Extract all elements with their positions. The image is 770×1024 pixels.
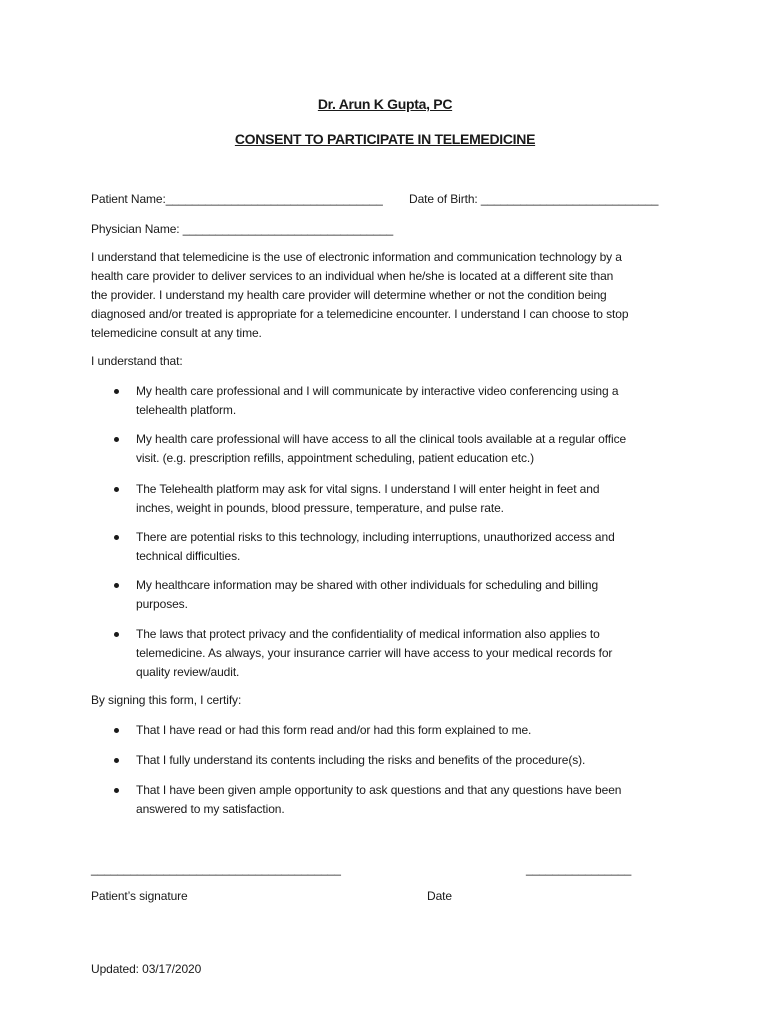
intro-line: the provider. I understand my health care provider will determine whether or not the condition being <box>91 288 607 302</box>
list-item-line: That I have been given ample opportunity to ask questions and that any questions have been <box>136 783 622 797</box>
bullet-icon <box>114 758 119 763</box>
list-item-line: inches, weight in pounds, blood pressure, temperature, and pulse rate. <box>136 501 504 515</box>
date-label: Date <box>427 889 452 903</box>
list-item-line: My healthcare information may be shared with other individuals for scheduling and billing <box>136 578 599 592</box>
bullet-icon <box>114 389 119 394</box>
bullet-icon <box>114 487 119 492</box>
intro-line: I understand that telemedicine is the use of electronic information and communication technology by a <box>91 250 622 264</box>
bullet-icon <box>114 583 119 588</box>
physician-name-field: Physician Name: ________________________________ <box>91 222 394 236</box>
certify-heading: By signing this form, I certify: <box>91 693 242 707</box>
list-item-line: telemedicine. As always, your insurance carrier will have access to your medical records for <box>136 646 613 660</box>
list-item-line: purposes. <box>136 597 188 611</box>
bullet-icon <box>114 632 119 637</box>
list-item-line: That I fully understand its contents including the risks and benefits of the procedure(s). <box>136 753 586 767</box>
bullet-icon <box>114 788 119 793</box>
intro-line: health care provider to deliver services to an individual when he/she is located at a different site than <box>91 269 614 283</box>
form-title: CONSENT TO PARTICIPATE IN TELEMEDICINE <box>234 131 536 147</box>
list-item-line: telehealth platform. <box>136 403 237 417</box>
list-item-line: There are potential risks to this technology, including interruptions, unauthorized access and <box>136 530 615 544</box>
signature-line: ______________________________________ <box>91 862 341 876</box>
date-of-birth-field: Date of Birth: ___________________________ <box>409 192 659 206</box>
list-item-line: My health care professional will have access to all the clinical tools available at a regular office <box>136 432 627 446</box>
bullet-icon <box>114 437 119 442</box>
bullet-icon <box>114 535 119 540</box>
patient-name-field: Patient Name:_________________________________ <box>91 192 383 206</box>
list-item-line: The Telehealth platform may ask for vital signs. I understand I will enter height in feet and <box>136 482 600 496</box>
understand-heading: I understand that: <box>91 354 183 368</box>
practice-name: Dr. Arun K Gupta, PC <box>317 96 453 112</box>
bullet-icon <box>114 728 119 733</box>
updated-date: Updated: 03/17/2020 <box>91 962 202 976</box>
list-item-line: quality review/audit. <box>136 665 240 679</box>
intro-line: telemedicine consult at any time. <box>91 326 262 340</box>
date-line: ________________ <box>526 862 632 876</box>
intro-line: diagnosed and/or treated is appropriate for a telemedicine encounter. I understand I can choose to stop <box>91 307 629 321</box>
list-item-line: technical difficulties. <box>136 549 241 563</box>
signature-label: Patient’s signature <box>91 889 188 903</box>
list-item-line: answered to my satisfaction. <box>136 802 285 816</box>
list-item-line: visit. (e.g. prescription refills, appointment scheduling, patient education etc.) <box>136 451 535 465</box>
intro-paragraph <box>91 248 691 343</box>
list-item-line: That I have read or had this form read and/or had this form explained to me. <box>136 723 532 737</box>
list-item-line: The laws that protect privacy and the confidentiality of medical information also applies to <box>136 627 600 641</box>
list-item-line: My health care professional and I will communicate by interactive video conferencing using a <box>136 384 619 398</box>
